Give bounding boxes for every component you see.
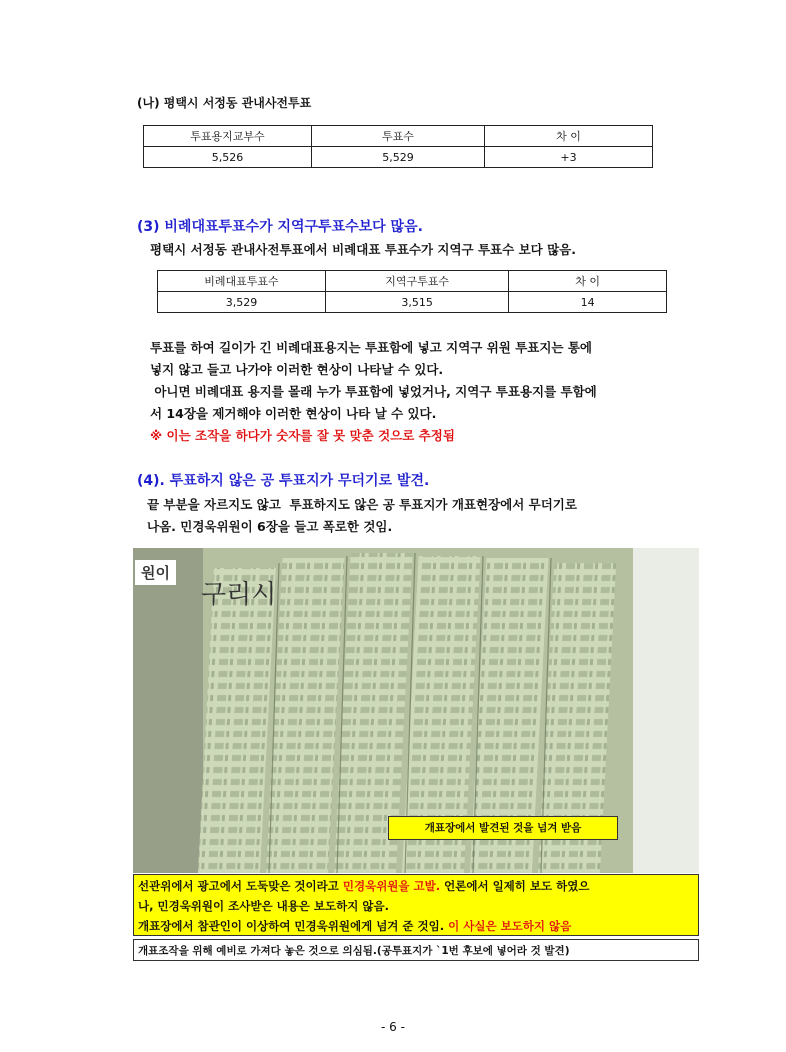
ballot-count-table [143,125,653,168]
section-4-title: (4). 투표하지 않은 공 투표지가 무더기로 발견. [137,473,430,489]
proportional-vs-district-table [157,270,667,313]
table-header: 차 이 [509,271,667,292]
section-b-title: (나) 평택시 서정동 관내사전투표 [137,96,312,110]
paragraph-line: 투표를 하여 길이가 긴 비례대표용지는 투표함에 넣고 지역구 위원 투표지는 통에 [150,340,592,355]
table-cell: 5,529 [311,147,484,168]
photo-tag: 원이 [135,560,176,585]
paragraph-line: 끝 부분을 자르지도 않고 투표하지도 않은 공 투표지가 개표현장에서 무더기로 [147,497,577,512]
notice-red-text: 민경욱위원을 고발. [342,879,441,893]
table-cell: 14 [509,292,667,313]
table-header: 지역구투표수 [325,271,508,292]
paragraph-line: 아니면 비례대표 용지를 몰래 누가 투표함에 넣었거나, 지역구 투표용지를 투함에 [150,384,597,399]
notice-red-text: 이 사실은 보도하지 않음 [448,919,572,933]
photo-caption: 개표장에서 발견된 것을 넘겨 받음 [388,816,618,840]
notice-line-1 [138,876,694,896]
notice-text: 개표장에서 참관인이 이상하여 민경욱위원에게 넘겨 준 것임. [138,919,449,933]
photo-place-label: 구리시 [201,580,277,610]
table-header: 투표용지교부수 [144,126,312,147]
page-number: - 6 - [381,1020,405,1034]
paragraph-line: 나옴. 민경욱위원이 6장을 들고 폭로한 것임. [147,519,393,534]
paragraph-line: 서 14장을 제거해야 이러한 현상이 나타 날 수 있다. [150,406,437,421]
section-3-subtitle: 평택시 서정동 관내사전투표에서 비례대표 투표수가 지역구 투표수 보다 많음. [150,242,576,257]
suspicion-note-box: 개표조작을 위해 예비로 가져다 놓은 것으로 의심됨.(공투표지가 `1번 후보에 넣어라 것 발견) [133,939,699,961]
notice-text: 언론에서 일제히 보도 하였으 [440,879,590,893]
section-3-title: (3) 비례대표투표수가 지역구투표수보다 많음. [137,219,423,235]
table-header: 투표수 [311,126,484,147]
section-4-text [147,494,707,538]
yellow-notice-box [133,874,699,936]
explanation-paragraph [150,337,710,447]
notice-text: 선관위에서 광고에서 도둑맞은 것이라고 [138,879,343,893]
table-header: 비례대표투표수 [158,271,326,292]
notice-line-3 [138,916,694,936]
red-note: ※ 이는 조작을 하다가 숫자를 잘 못 맞춘 것으로 추정됨 [150,428,455,443]
table-cell: 3,529 [158,292,326,313]
notice-line-2: 나, 민경욱위원이 조사받은 내용은 보도하지 않음. [138,899,389,913]
table-cell: +3 [485,147,653,168]
table-cell: 3,515 [325,292,508,313]
table-header: 차 이 [485,126,653,147]
table-cell: 5,526 [144,147,312,168]
paragraph-line: 넣지 않고 들고 나가야 이러한 현상이 나타날 수 있다. [150,362,444,377]
